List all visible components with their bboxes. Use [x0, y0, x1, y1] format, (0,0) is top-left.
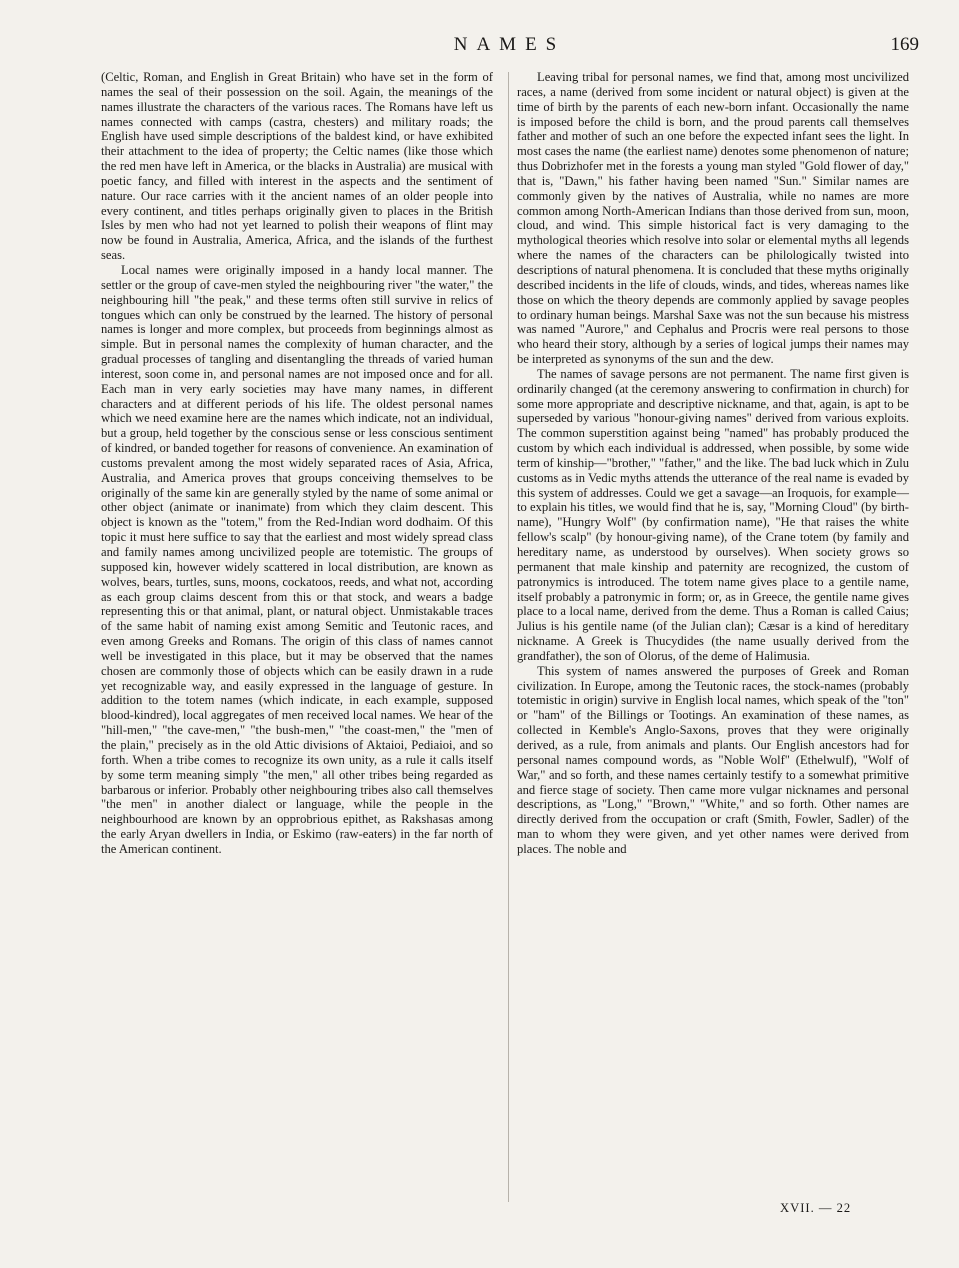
page-header [100, 34, 919, 56]
paragraph: (Celtic, Roman, and English in Great Britain) who have set in the form of names the seal of their possession on the soil. Again, the meanings of the names illustrate the characters of the various races. The Romans have left us names connected with camps (castra, chesters) and military roads; the English have used simple descriptions of the baldest kind, or have exhibited their attachment to the idea of property; the Celtic names (like those which the red men have left in America, or the blacks in Australia) are musical with poetic fancy, and filled with interest in the aspects and the sentiment of nature. Our race carries with it the ancient names of an older people into every continent, and titles perhaps originally given to places in the British Isles by men who had not yet learned to polish their weapons of flint may now be found in Australia, America, Africa, and the islands of the furthest seas. [101, 70, 493, 263]
left-column [101, 70, 493, 857]
paragraph: Leaving tribal for personal names, we find that, among most uncivilized races, a name (derived from some incident or natural object) is given at the time of birth by the parents of each new-born infant. Occasionally the name is imposed before the child is born, and the proud parents call themselves father and mother of such an one before the expected infant sees the light. In most cases the name (the earliest name) denotes some phenomenon of nature; thus Dobrizhofer met in the forests a young man styled "Gold flower of day," that is, "Dawn," his father having been named "Sun." Similar names are commonly given by the natives of Australia, while no names are more common among North-American Indians than those derived from sun, moon, cloud, and wind. This simple historical fact is very damaging to the mythological theories which resolve into solar or elemental myths all legends where the names of the characters can be philologically twisted into descriptions of natural phenomena. It is concluded that these myths originally described incidents in the life of clouds, winds, and tides, whereas names like those on which the theory depends are commonly applied by savage peoples to ordinary human beings. Marshal Saxe was not the sun because his mistress was named "Aurore," and Cephalus and Procris were real persons to those who heard their story, although by a series of logical jumps their names may be interpreted as synonyms of the sun and the dew. [517, 70, 909, 367]
running-title: NAMES [453, 34, 566, 55]
page-number: 169 [890, 34, 919, 55]
column-divider [508, 72, 509, 1202]
signature-mark: XVII. — 22 [780, 1201, 852, 1215]
paragraph: Local names were originally imposed in a handy local manner. The settler or the group of cave-men styled the neighbouring river "the water," the neighbouring hill "the peak," and these terms often still survive in relics of tongues which can only be construed by the learned. The history of personal names is longer and more complex, but proceeds from beginnings almost as simple. But in personal names the complexity of human character, and the gradual processes of tangling and disentangling the threads of varied human interest, soon come in, and personal names are not imposed once and for all. Each man in very early societies may have many names, in different characters and at different periods of his life. The oldest personal names which we need examine here are the names which indicate, not an individual, but a group, held together by the conscious sense or less conscious sentiment of kindred, or banded together for reasons of convenience. An examination of customs prevalent among the most widely separated races of Asia, Africa, Australia, and America proves that groups conceiving themselves to be originally of the same kin are generally styled by the name of some animal or other object (animate or inanimate) from which they claim descent. This object is known as the "totem," from the Red-Indian word dodhaim. Of this topic it must here suffice to say that the earliest and most widely spread class and family names among uncivilized people are totemistic. The groups of supposed kin, however widely scattered in local distribution, are known as wolves, bears, turtles, suns, moons, cockatoos, reeds, and what not, according as each group claims descent from this or that stock, and wears a badge representing this or that animal, plant, or natural object. Unmistakable traces of the same habit of naming exist among Semitic and Teutonic races, and even among Greeks and Romans. The origin of this class of names cannot well be investigated in this place, but it may be observed that the names chosen are commonly those of objects which can be easily drawn in a rude yet recognizable way, and easily expressed in the language of gesture. In addition to the totem names (which indicate, in each example, supposed blood-kindred), local aggregates of men received local names. We hear of the "hill-men," "the cave-men," "the bush-men," "the coast-men," the "men of the plain," precisely as in the old Attic divisions of Aktaioi, Pediaioi, and so forth. When a tribe comes to recognize its own unity, as a rule it calls itself by some term meaning simply "the men," all other tribes being regarded as barbarous or inferior. Probably other neighbouring tribes also call themselves "the men" in another dialect or language, while the people in the neighbourhood are known by an opprobrious epithet, as Rakshasas among the early Aryan dwellers in India, or Eskimo (raw-eaters) in the far north of the American continent. [101, 262, 493, 856]
paragraph: This system of names answered the purposes of Greek and Roman civilization. In Europe, among the Teutonic races, the stock-names (probably totemistic in origin) survive in English local names, which speak of the "ton" or "ham" of the Billings or Tootings. An examination of these names, as collected in Kemble's Anglo-Saxons, proves that they were originally derived, as a rule, from animals and plants. Our English ancestors had for personal names compound words, as "Noble Wolf" (Ethelwulf), "Wolf of War," and so forth, and these names certainly testify to a somewhat primitive and fierce stage of society. Then came more vulgar nicknames and personal descriptions, as "Long," "Brown," "White," and so forth. Other names are directly derived from the occupation or craft (Smith, Fowler, Sadler) of the man to whom they were given, and yet other names were derived from places. The noble and [517, 663, 909, 856]
paragraph: The names of savage persons are not permanent. The name first given is ordinarily changed (at the ceremony answering to confirmation in church) for some more appropriate and descriptive nickname, and that, again, is apt to be superseded by various "honour-giving names" derived from various exploits. The common superstition against being "named" has probably produced the custom by which each individual is addressed, when possible, by some wide term of kinship—"brother," "father," and the like. The bad luck which in Zulu customs as in Vedic myths attends the utterance of the real name is evaded by this system of addresses. Could we get a savage—an Iroquois, for example—to explain his titles, we would find that he is, say, "Morning Cloud" (by birth-name), "Hungry Wolf" (by confirmation name), "He that raises the white fellow's scalp" (by honour-giving name), of the Crane totem (by family and hereditary name, as understood by ourselves). When society grows so permanent that male kinship and paternity are recognized, the custom of patronymics is introduced. The totem name gives place to a gentile name, itself probably a patronymic in form; or, as in Greece, the gentile name gives place to a local name, derived from the deme. Thus a Roman is called Caius; Julius is his gentile name (of the Julian clan); Cæsar is a kind of hereditary nickname. A Greek is Thucydides (the name usually derived from the grandfather), the son of Olorus, of the deme of Halimusia. [517, 366, 909, 663]
right-column [517, 70, 909, 857]
